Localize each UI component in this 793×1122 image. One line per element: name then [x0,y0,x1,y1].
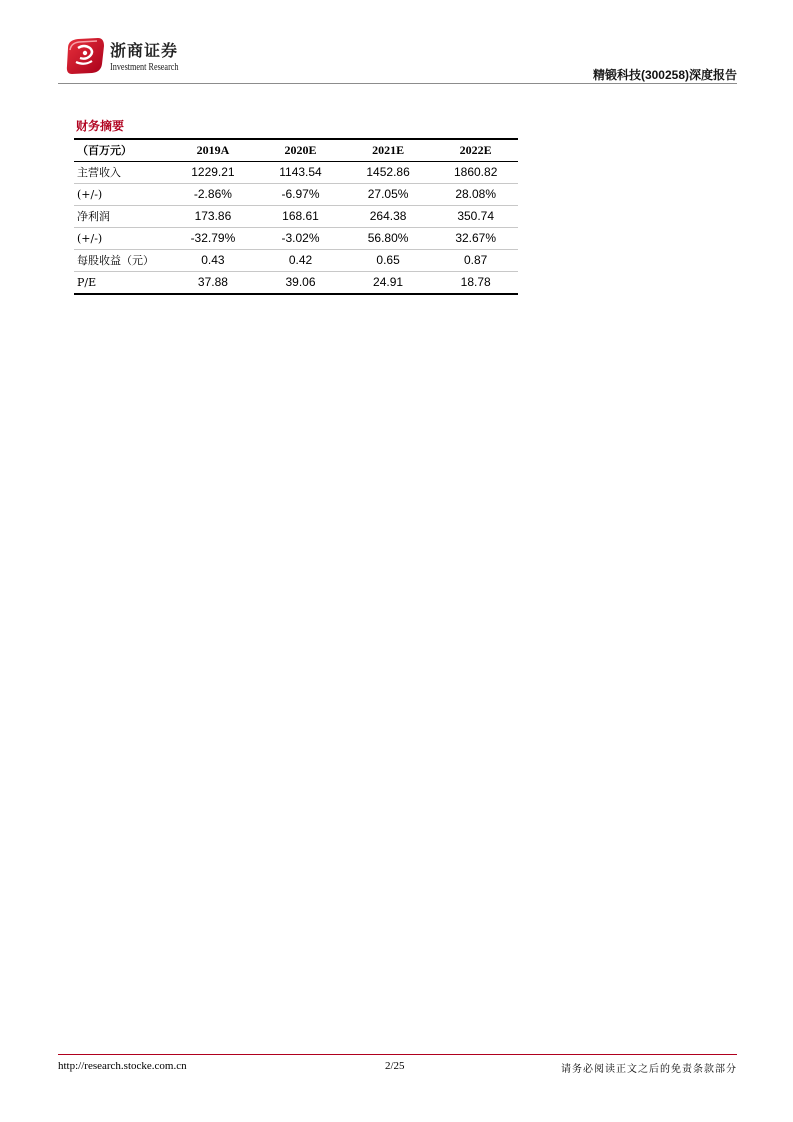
table-cell: 39.06 [255,272,343,295]
row-label: (+/-) [74,228,168,250]
report-title: 精锻科技(300258)深度报告 [592,68,737,82]
table-cell: 1143.54 [255,162,343,184]
table-cell: -32.79% [168,228,256,250]
table-cell: 0.43 [168,250,256,272]
table-cell: 0.87 [430,250,518,272]
table-cell: 18.78 [430,272,518,295]
footer-divider [58,1054,737,1055]
table-cell: 37.88 [168,272,256,295]
table-cell: 1860.82 [430,162,518,184]
row-label: 每股收益（元） [74,250,168,272]
logo-chinese-name: 浙商证券 [110,41,179,60]
header-divider [58,83,737,84]
table-cell: -3.02% [255,228,343,250]
table-cell: 56.80% [343,228,431,250]
table-cell: -6.97% [255,184,343,206]
table-cell: 1229.21 [168,162,256,184]
row-label: P/E [74,272,168,295]
unit-label: （百万元） [74,139,168,162]
table-cell: 264.38 [343,206,431,228]
column-header: 2020E [255,139,343,162]
table-row [74,228,518,250]
table-cell: 24.91 [343,272,431,295]
column-header: 2021E [343,139,431,162]
table-cell: 28.08% [430,184,518,206]
table-cell: 0.42 [255,250,343,272]
table-row [74,250,518,272]
table-cell: 168.61 [255,206,343,228]
table-row [74,272,518,295]
page-header [58,30,737,84]
footer-disclaimer: 请务必阅读正文之后的免责条款部分 [561,1064,737,1075]
row-label: 主营收入 [74,162,168,184]
table-row [74,162,518,184]
column-header: 2019A [168,139,256,162]
page-number: 2/25 [385,1060,405,1072]
financial-summary-table [74,138,518,295]
table-cell: -2.86% [168,184,256,206]
table-row [74,206,518,228]
row-label: (+/-) [74,184,168,206]
table-cell: 27.05% [343,184,431,206]
table-cell: 173.86 [168,206,256,228]
table-cell: 1452.86 [343,162,431,184]
row-label: 净利润 [74,206,168,228]
section-title: 财务摘要 [76,119,125,133]
table-row [74,184,518,206]
table-cell: 0.65 [343,250,431,272]
company-logo-icon [64,36,106,76]
column-header: 2022E [430,139,518,162]
logo-english-name: Investment Research [110,62,179,73]
table-header-row [74,139,518,162]
table-cell: 32.67% [430,228,518,250]
footer-website-link[interactable]: http://research.stocke.com.cn [58,1060,187,1072]
table-cell: 350.74 [430,206,518,228]
